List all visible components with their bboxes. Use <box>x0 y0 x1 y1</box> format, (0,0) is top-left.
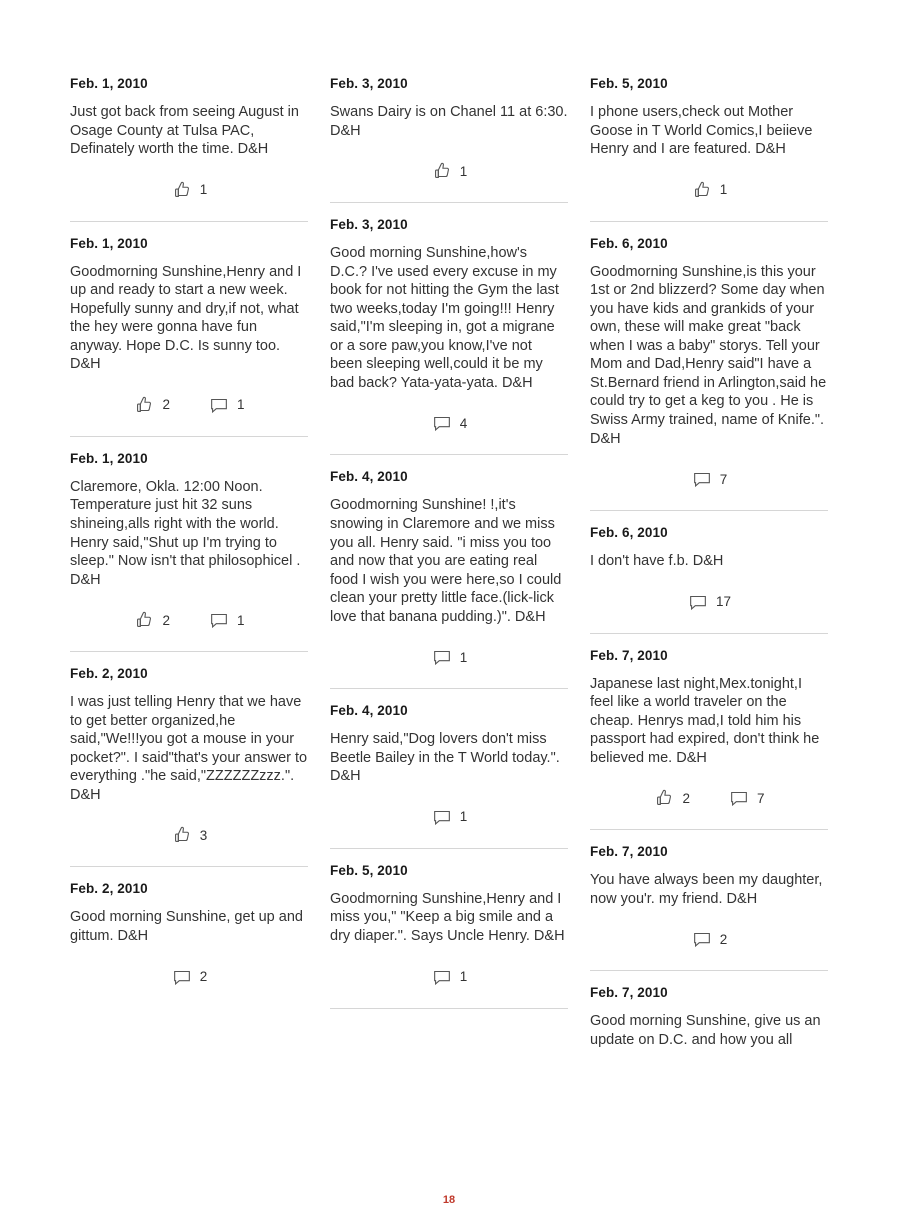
post-item <box>330 203 568 455</box>
post-columns <box>70 62 828 1152</box>
post-text: Good morning Sunshine, get up and gittum. D&H <box>70 909 303 945</box>
post-text: Goodmorning Sunshine! !,it's snowing in Claremore and we miss you all. Henry said. "i miss you too and now that you are eating real food I wish you were here,so I could clean your pretty little face.(lick-lick love that banana pudding.)". D&H <box>330 497 562 625</box>
post-item <box>70 867 308 1007</box>
post-text: Goodmorning Sunshine,Henry and I up and ready to start a new week. Hopefully sunny and dry,if not, what the hey were gonna have fun anyway. Hope D.C. Is sunny too. D&H <box>70 263 302 373</box>
like-count: 1 <box>199 182 208 198</box>
post-reactions <box>70 954 308 1000</box>
like-reaction[interactable] <box>653 787 690 809</box>
post-item <box>70 62 308 222</box>
post-item <box>70 652 308 867</box>
like-count: 1 <box>459 163 468 179</box>
comment-bubble-icon <box>208 394 230 416</box>
post-item <box>590 511 828 634</box>
post-date: Feb. 4, 2010 <box>330 703 408 719</box>
column-3 <box>590 62 828 1058</box>
comment-reaction[interactable] <box>431 966 468 988</box>
post-item <box>330 689 568 849</box>
post-item <box>590 971 828 1057</box>
comment-reaction[interactable] <box>687 591 731 613</box>
post-reactions <box>330 148 568 194</box>
post-text: I don't have f.b. D&H <box>590 553 724 570</box>
comment-count: 2 <box>199 969 208 985</box>
post-reactions <box>330 954 568 1000</box>
post-text: Just got back from seeing August in Osage County at Tulsa PAC, Definately worth the time. D&H <box>70 104 299 158</box>
post-reactions <box>70 167 308 213</box>
post-date: Feb. 2, 2010 <box>70 666 148 682</box>
comment-reaction[interactable] <box>728 787 765 809</box>
post-reactions <box>330 794 568 840</box>
comment-bubble-icon <box>691 468 713 490</box>
post-date: Feb. 5, 2010 <box>590 76 668 91</box>
post-text: Good morning Sunshine, give us an update on D.C. and how you all <box>590 1013 821 1049</box>
like-reaction[interactable] <box>691 179 728 201</box>
like-reaction[interactable] <box>171 179 208 201</box>
comment-bubble-icon <box>208 609 230 631</box>
post-date: Feb. 1, 2010 <box>70 235 148 251</box>
thumbs-up-icon <box>171 179 193 201</box>
post-item <box>590 634 828 831</box>
post-reactions <box>590 579 828 625</box>
comment-count: 2 <box>719 931 728 947</box>
post-reactions <box>590 916 828 962</box>
comment-bubble-icon <box>431 412 453 434</box>
comment-count: 1 <box>237 612 245 628</box>
post-text: Japanese last night,Mex.tonight,I feel like a world traveler on the cheap. Henrys mad,I told him his passport had expired, don't think he believed me. D&H <box>590 675 820 766</box>
post-date: Feb. 4, 2010 <box>330 469 408 485</box>
post-text: I phone users,check out Mother Goose in T World Comics,I beiieve Henry and I are featured. D&H <box>590 104 813 158</box>
thumbs-up-icon <box>691 179 713 201</box>
like-reaction[interactable] <box>431 160 468 182</box>
like-count: 2 <box>682 790 690 806</box>
post-item <box>330 849 568 1009</box>
comment-reaction[interactable] <box>431 412 468 434</box>
comment-count: 4 <box>459 415 468 431</box>
post-item <box>330 62 568 203</box>
comment-reaction[interactable] <box>171 966 208 988</box>
post-item <box>590 62 828 222</box>
thumbs-up-icon <box>431 160 453 182</box>
thumbs-up-icon <box>133 394 155 416</box>
post-date: Feb. 3, 2010 <box>330 217 408 233</box>
comment-bubble-icon <box>431 966 453 988</box>
column-2 <box>330 62 568 1009</box>
comment-bubble-icon <box>728 787 750 809</box>
thumbs-up-icon <box>133 609 155 631</box>
comment-bubble-icon <box>691 928 713 950</box>
like-count: 3 <box>199 827 208 843</box>
comment-count: 1 <box>459 809 468 825</box>
comment-count: 7 <box>757 790 765 806</box>
post-reactions <box>590 456 828 502</box>
post-item <box>70 222 308 437</box>
comment-reaction[interactable] <box>208 609 245 631</box>
post-text: Goodmorning Sunshine,is this your 1st or 2nd blizzerd? Some day when you have kids and grankids of your own, these will make great "back when I was a baby" storys. Tell your Mom and Dad,Henry said"I have a St.Bernard friend in Arlington,said he could try to get a keg to you . He is Swiss Army trained, name of Knife.". D&H <box>590 263 827 447</box>
comment-count: 17 <box>715 594 732 610</box>
post-text: Goodmorning Sunshine,Henry and I miss you," "Keep a big smile and a dry diaper.". Says Uncle Henry. D&H <box>330 890 565 945</box>
post-date: Feb. 1, 2010 <box>70 76 148 91</box>
comment-count: 1 <box>459 649 468 665</box>
post-item <box>590 830 828 971</box>
like-count: 2 <box>162 612 170 628</box>
comment-bubble-icon <box>431 646 453 668</box>
post-reactions <box>590 775 828 821</box>
like-reaction[interactable] <box>171 824 208 846</box>
comment-bubble-icon <box>171 966 193 988</box>
post-date: Feb. 5, 2010 <box>330 862 408 878</box>
post-date: Feb. 1, 2010 <box>70 450 148 466</box>
like-reaction[interactable] <box>133 609 170 631</box>
comment-bubble-icon <box>687 591 709 613</box>
like-count: 1 <box>719 182 728 198</box>
post-date: Feb. 7, 2010 <box>590 647 668 663</box>
like-count: 2 <box>162 397 170 413</box>
post-text: Swans Dairy is on Chanel 11 at 6:30. D&H <box>330 104 568 139</box>
comment-reaction[interactable] <box>431 806 468 828</box>
post-text: Henry said,"Dog lovers don't miss Beetle Bailey in the T World today.". D&H <box>330 731 560 785</box>
post-date: Feb. 2, 2010 <box>70 881 148 897</box>
page-number: 18 <box>442 1194 456 1206</box>
post-text: You have always been my daughter, now you'r. my friend. D&H <box>590 872 823 907</box>
post-reactions <box>70 812 308 858</box>
post-text: I was just telling Henry that we have to get better organized,he said,"We!!!you got a mouse in your pocket?". I said"that's your answer to everything ."he said,"ZZZZZZzzz.". D&H <box>70 694 308 803</box>
comment-count: 1 <box>459 969 468 985</box>
comment-bubble-icon <box>431 806 453 828</box>
post-item <box>330 455 568 689</box>
thumbs-up-icon <box>171 824 193 846</box>
post-date: Feb. 7, 2010 <box>590 844 668 860</box>
post-reactions <box>330 634 568 680</box>
post-text: Good morning Sunshine,how's D.C.? I've used every excuse in my book for not hitting the Gym the last two weeks,today I'm going!!! Henry said,"I'm sleeping in, got a migrane or a sore paw,you know,I've not been sleeping well,could it be my bad back? Yata-yata-yata. D&H <box>330 245 559 391</box>
like-reaction[interactable] <box>133 394 170 416</box>
post-text: Claremore, Okla. 12:00 Noon. Temperature just hit 32 suns shineing,alls right with the world. Henry said,"Shut up I'm trying to sleep." Now isn't that philosophicel . D&H <box>70 478 301 588</box>
post-date: Feb. 6, 2010 <box>590 525 668 541</box>
column-1 <box>70 62 308 1008</box>
post-date: Feb. 3, 2010 <box>330 76 408 91</box>
post-date: Feb. 7, 2010 <box>590 985 668 1001</box>
comment-reaction[interactable] <box>431 646 468 668</box>
post-reactions <box>590 167 828 213</box>
post-reactions <box>70 382 308 428</box>
comment-count: 1 <box>237 397 245 413</box>
post-date: Feb. 6, 2010 <box>590 235 668 251</box>
post-item <box>70 437 308 652</box>
post-reactions <box>70 597 308 643</box>
comment-reaction[interactable] <box>691 928 728 950</box>
post-reactions <box>330 400 568 446</box>
thumbs-up-icon <box>653 787 675 809</box>
comment-count: 7 <box>719 471 728 487</box>
comment-reaction[interactable] <box>691 468 728 490</box>
comment-reaction[interactable] <box>208 394 245 416</box>
post-item <box>590 222 828 511</box>
